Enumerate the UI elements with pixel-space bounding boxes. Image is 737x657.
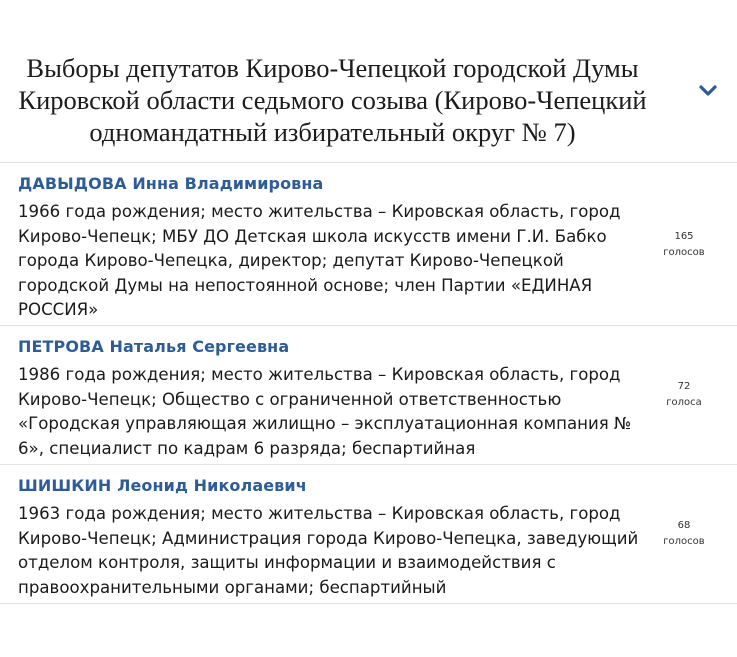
candidate-card (18, 174, 648, 323)
candidate-given-names: Инна Владимировна (132, 174, 324, 193)
vote-count-label: голоса (666, 397, 702, 408)
candidate-description: 1966 года рождения; место жительства – Кировская область, город Кирово-Чепецк; МБУ ДО Детская школа искусств имени Г.И. Бабко города Кирово-Чепецка, директор; депутат Кирово-Чепецкой городской Думы на непостоянной основе; член Партии «ЕДИНАЯ РОССИЯ» (18, 202, 621, 319)
candidate-name[interactable] (18, 174, 648, 194)
vote-count-number: 72 (677, 381, 691, 392)
candidate-surname: ПЕТРОВА (18, 337, 104, 356)
candidate-surname: ШИШКИН (18, 476, 112, 495)
candidate-card (18, 337, 648, 461)
chevron-down-icon[interactable] (697, 83, 719, 99)
vote-count (652, 379, 716, 411)
chevron-down-icon-svg (697, 83, 719, 99)
candidate-surname: ДАВЫДОВА (18, 174, 127, 193)
vote-count-number: 165 (674, 231, 694, 242)
vote-count (652, 229, 716, 261)
candidate-card (18, 476, 648, 600)
candidate-given-names: Наталья Сергеевна (109, 337, 290, 356)
divider (0, 162, 737, 163)
candidate-given-names: Леонид Николаевич (117, 476, 307, 495)
vote-count (652, 518, 716, 550)
candidate-name[interactable] (18, 337, 648, 357)
election-title: Выборы депутатов Кирово-Чепецкой городской Думы Кировской области седьмого созыва (Кирово-Чепецкий одномандатный избирательный округ № 7) (18, 53, 647, 147)
divider (0, 325, 737, 326)
candidate-description: 1963 года рождения; место жительства – Кировская область, город Кирово-Чепецк; Администрация города Кирово-Чепецка, заведующий отделом контроля, защиты информации и взаимодействия с правоохранительными органами; беспартийный (18, 504, 639, 597)
divider (0, 603, 737, 604)
vote-count-number: 68 (677, 520, 691, 531)
divider (0, 464, 737, 465)
vote-count-label: голосов (663, 247, 705, 258)
candidate-description: 1986 года рождения; место жительства – Кировская область, город Кирово-Чепецк; Общество с ограниченной ответственностью «Городская управляющая жилищно – эксплуатационная компания № 6», специалист по кадрам 6 разряда; беспартийная (18, 365, 632, 458)
candidate-name[interactable] (18, 476, 648, 496)
vote-count-label: голосов (663, 536, 705, 547)
